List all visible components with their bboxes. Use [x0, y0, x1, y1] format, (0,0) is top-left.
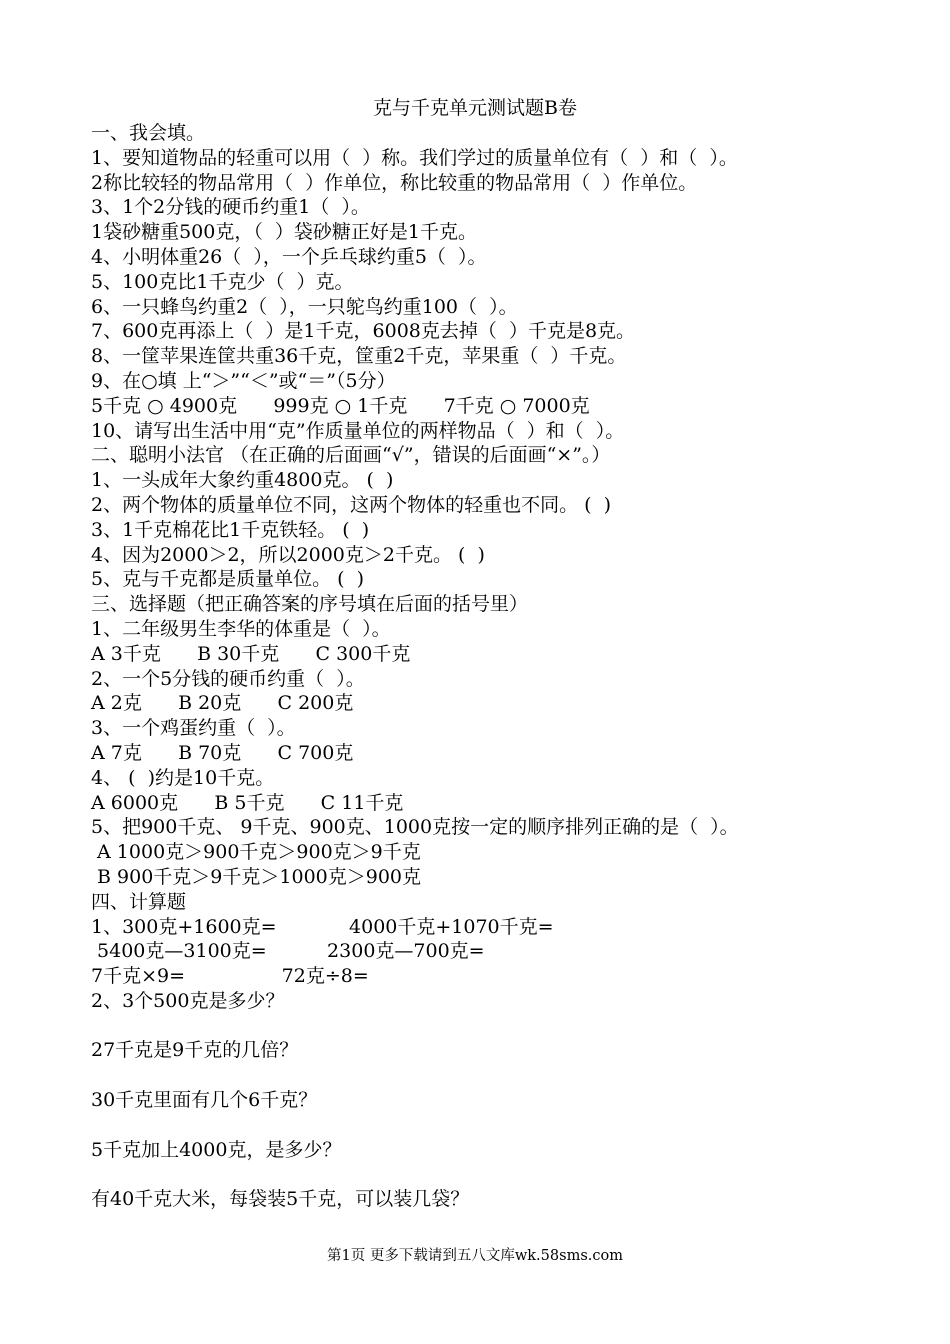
options-line: A 1000克＞900千克＞900克＞9千克 — [91, 841, 421, 864]
page-footer: 第1页 更多下载请到五八文库wk.58sms.com — [327, 1248, 623, 1264]
options-line: A 7克 B 70克 C 700克 — [91, 741, 354, 764]
question-line: 4、 ( )约是10千克。 — [91, 766, 275, 789]
question-line: 5、把900千克、 9千克、900克、1000克按一定的顺序排列正确的是（ ）。 — [91, 816, 739, 839]
section-heading: 三、选择题（把正确答案的序号填在后面的括号里） — [91, 593, 529, 616]
question-line: 2称比较轻的物品常用（ ）作单位，称比较重的物品常用（ ）作单位。 — [91, 171, 698, 194]
question-line: 3、1千克棉花比1千克铁轻。 ( ) — [91, 518, 370, 541]
question-line: 30千克里面有几个6千克？ — [91, 1089, 318, 1112]
question-line: 1、二年级男生李华的体重是（ ）。 — [91, 617, 391, 640]
options-line: A 3千克 B 30千克 C 300千克 — [91, 642, 411, 665]
blank-line — [91, 1014, 871, 1039]
question-line: 5千克加上4000克，是多少？ — [91, 1138, 342, 1161]
options-line: B 900千克＞9千克＞1000克＞900克 — [91, 865, 422, 888]
calculation-line: 1、300克+1600克= 4000千克+1070千克= — [91, 915, 554, 938]
comparison-line: 5千克 ○ 4900克 999克 ○ 1千克 7千克 ○ 7000克 — [91, 394, 590, 417]
question-line: 3、一个鸡蛋约重（ ）。 — [91, 717, 296, 740]
blank-line — [91, 1063, 871, 1088]
question-line: 8、一筐苹果连筐共重36千克，筐重2千克，苹果重（ ）千克。 — [91, 345, 627, 368]
question-line: 1、一头成年大象约重4800克。 ( ) — [91, 469, 394, 492]
blank-line — [91, 1162, 871, 1187]
section-heading: 四、计算题 — [91, 890, 187, 913]
question-line: 2、一个5分钱的硬币约重（ ）。 — [91, 667, 365, 690]
question-line: 1、要知道物品的轻重可以用（ ）称。我们学过的质量单位有（ ）和（ ）。 — [91, 146, 738, 169]
question-line: 1袋砂糖重500克，（ ）袋砂糖正好是1千克。 — [91, 221, 478, 244]
options-line: A 2克 B 20克 C 200克 — [91, 692, 354, 715]
question-line: 27千克是9千克的几倍？ — [91, 1039, 299, 1062]
blank-line — [91, 1113, 871, 1138]
question-line: 2、3个500克是多少？ — [91, 989, 285, 1012]
question-line: 4、因为2000＞2，所以2000克＞2千克。 ( ) — [91, 543, 485, 566]
question-line: 9、在○填 上“＞”“＜”或“＝”（5分） — [91, 369, 396, 392]
question-line: 5、100克比1千克少（ ）克。 — [91, 270, 354, 293]
question-line: 有40千克大米，每袋装5千克，可以装几袋？ — [91, 1188, 470, 1211]
calculation-line: 5400克—3100克= 2300克—700克= — [91, 940, 485, 963]
question-line: 2、两个物体的质量单位不同，这两个物体的轻重也不同。 ( ) — [91, 493, 612, 516]
section-heading: 二、聪明小法官 （在正确的后面画“√”，错误的后面画“×”。） — [91, 444, 611, 467]
question-line: 10、请写出生活中用“克”作质量单位的两样物品（ ）和（ ）。 — [91, 419, 625, 442]
document-title: 克与千克单元测试题B卷 — [373, 97, 577, 119]
question-line: 7、600克再添上（ ）是1千克，6008克去掉（ ）千克是8克。 — [91, 320, 636, 343]
question-line: 5、克与千克都是质量单位。 ( ) — [91, 568, 365, 591]
question-line: 6、一只蜂鸟约重2（ ），一只鸵鸟约重100（ ）。 — [91, 295, 518, 318]
question-line: 3、1个2分钱的硬币约重1（ ）。 — [91, 196, 370, 219]
options-line: A 6000克 B 5千克 C 11千克 — [91, 791, 404, 814]
document-body — [91, 121, 871, 1212]
section-heading: 一、我会填。 — [91, 122, 206, 144]
calculation-line: 7千克×9= 72克÷8= — [91, 965, 369, 988]
question-line: 4、小明体重26（ ），一个乒乓球约重5（ ）。 — [91, 245, 487, 268]
